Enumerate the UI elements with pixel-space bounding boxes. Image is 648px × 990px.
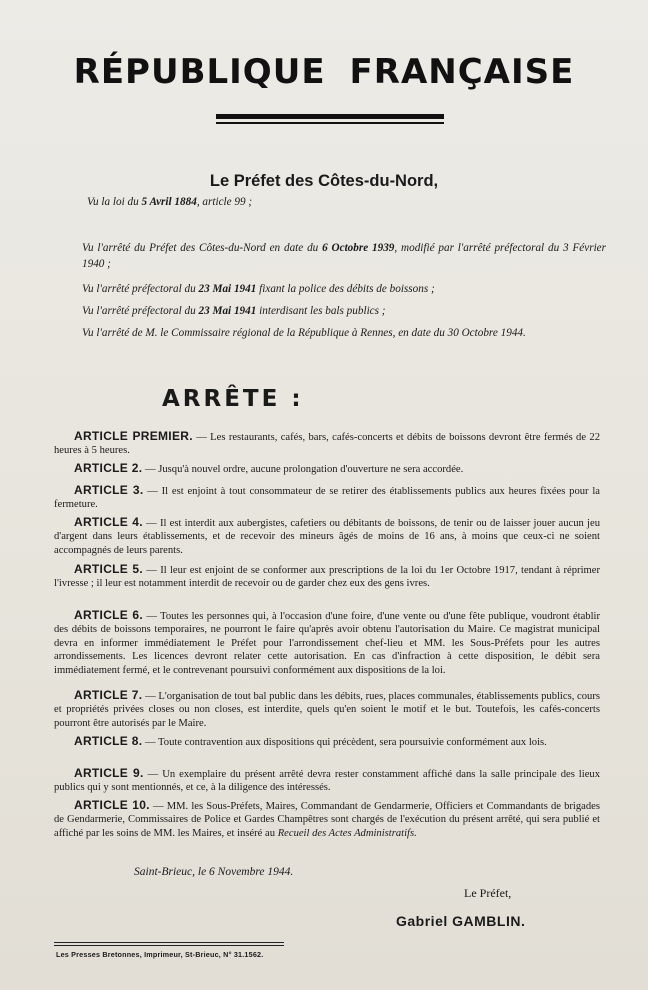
decree-heading: ARRÊTE :	[162, 386, 304, 412]
title-left: RÉPUBLIQUE	[73, 52, 326, 92]
footer-rule-2	[54, 945, 284, 946]
page-title	[0, 52, 648, 92]
article-9: ARTICLE 9. — Un exemplaire du présent arrêté devra rester constamment affiché dans la salle principale des lieux publics qui y sont mentionnés, et ce, à la diligence des intéressés.	[54, 766, 600, 794]
printer-credit: Les Presses Bretonnes, Imprimeur, St-Brieuc, N° 31.1562.	[56, 950, 264, 959]
prefect-heading: Le Préfet des Côtes-du-Nord,	[209, 172, 439, 190]
footer-rule	[54, 942, 284, 943]
article-6: ARTICLE 6. — Toutes les personnes qui, à l'occasion d'une foire, d'une vente ou d'une fête publique, voudront établir des débits de boissons temporaires, ne pourront le faire qu'après avoir obtenu l'autorisation du Maire. Ce magistrat municipal devra en informer immédiatement le Préfet pour l'arrondissement chef-lieu et MM. les Sous-Préfets pour les autres arrondissements. Les licences devront relater cette autorisation. En cas d'infraction à cette disposition, le débit sera immédiatement fermé, et le contrevenant poursuivi conformément aux dispositions de la loi.	[54, 608, 601, 676]
article-3: ARTICLE 3. — Il est enjoint à tout consommateur de se retirer des établissements publics aux heures fixées pour la fermeture.	[54, 483, 600, 511]
consideration-2: Vu l'arrêté du Préfet des Côtes-du-Nord en date du 6 Octobre 1939, modifié par l'arrêté préfectoral du 3 Février 1940 ;	[82, 242, 606, 270]
title-rule-thick	[216, 114, 444, 119]
article-1: ARTICLE PREMIER. — Les restaurants, cafés, bars, cafés-concerts et débits de boissons devront être fermés de 22 heures à 5 heures.	[54, 429, 601, 457]
consideration-1: Vu la loi du 5 Avril 1884, article 99 ;	[87, 196, 253, 208]
article-5: ARTICLE 5. — Il leur est enjoint de se conformer aux prescriptions de la loi du 1er Octobre 1917, tendant à réprimer l'ivresse ; il leur est notamment interdit de recevoir ou de garder chez eux des gens ivres.	[54, 562, 600, 590]
consideration-5: Vu l'arrêté de M. le Commissaire régional de la République à Rennes, en date du 30 Octobre 1944.	[82, 327, 526, 339]
title-rule-thin	[216, 122, 444, 124]
consideration-3: Vu l'arrêté préfectoral du 23 Mai 1941 fixant la police des débits de boissons ;	[82, 283, 435, 295]
place-date: Saint-Brieuc, le 6 Novembre 1944.	[134, 866, 294, 878]
signatory-title: Le Préfet,	[464, 886, 512, 900]
article-7: ARTICLE 7. — L'organisation de tout bal public dans les débits, rues, places communales, établissements publics, cours et propriétés privées closes ou non closes, est interdite, quels qu'en soient le motif et le but. Toutefois, les cafés-concerts pourront être autorisés par le Maire.	[54, 688, 600, 729]
signatory-name: Gabriel GAMBLIN.	[396, 913, 526, 929]
title-right: FRANÇAISE	[349, 52, 575, 92]
article-8: ARTICLE 8. — Toute contravention aux dispositions qui précèdent, sera poursuivie conformément aux lois.	[74, 734, 547, 748]
consideration-4: Vu l'arrêté préfectoral du 23 Mai 1941 interdisant les bals publics ;	[82, 305, 386, 317]
article-4: ARTICLE 4. — Il est interdit aux aubergistes, cafetiers ou débitants de boissons, de tenir ou de laisser jouer aucun jeu d'argent dans leurs établissements, et de recevoir des mineurs âgés de moins de 16 ans, à moins que ceux-ci ne soient accompagnés de leurs parents.	[54, 515, 600, 556]
article-10: ARTICLE 10. — MM. les Sous-Préfets, Maires, Commandant de Gendarmerie, Officiers et Commandants de brigades de Gendarmerie, Commissaires de Police et Gardes Champêtres sont chargés de l'exécution du présent arrêté, qui sera publié et affiché par les soins de MM. les Maires, et inséré au Recueil des Actes Administratifs.	[54, 798, 600, 839]
article-2: ARTICLE 2. — Jusqu'à nouvel ordre, aucune prolongation d'ouverture ne sera accordée.	[74, 461, 464, 475]
